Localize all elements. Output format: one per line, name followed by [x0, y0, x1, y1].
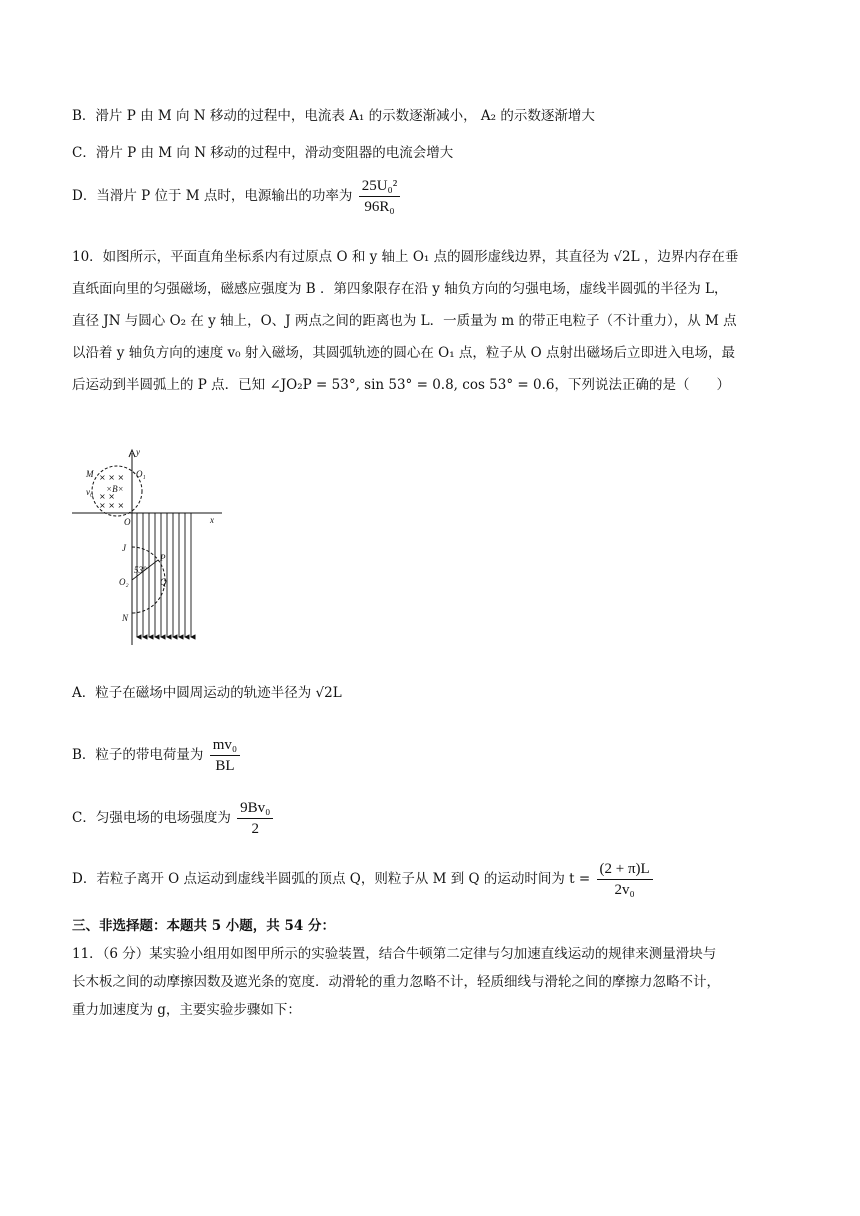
fraction-denominator: 2v₀	[614, 882, 635, 898]
fraction-denominator: 2	[251, 821, 259, 837]
q9-option-c: C．滑片 P 由 M 向 N 移动的过程中，滑动变阻器的电流会增大	[72, 145, 454, 161]
q11-line: 11．（6 分）某实验小组用如图甲所示的实验装置，结合牛顿第二定律与匀加速直线运动的规律来测量滑块与	[72, 946, 717, 962]
label-v0: v₀	[86, 487, 94, 497]
label-p: P	[160, 553, 166, 563]
label-o1: O₁	[136, 469, 146, 479]
q11-line: 重力加速度为 g，主要实验步骤如下：	[72, 1002, 301, 1018]
label-o2: O₂	[119, 577, 129, 587]
q11-line: 长木板之间的动摩擦因数及遮光条的宽度．动滑轮的重力忽略不计，轻质细线与滑轮之间的摩擦力忽略不计，	[72, 974, 720, 990]
section-heading: 三、非选择题：本题共 5 小题，共 54 分：	[72, 918, 335, 934]
label-m: M	[86, 469, 94, 479]
q10-figure	[72, 445, 232, 655]
svg-text:× × ×: × × ×	[99, 473, 125, 482]
q9-option-d	[72, 176, 402, 217]
fraction-denominator: 96R₀	[364, 199, 395, 215]
label-o: O	[124, 517, 131, 527]
q9-option-d-text: D．当滑片 P 位于 M 点时，电源输出的功率为	[72, 188, 353, 204]
q10-option-d-text: D．若粒子离开 O 点运动到虚线半圆弧的顶点 Q，则粒子从 M 到 Q 的运动时间为 t =	[72, 871, 591, 887]
q10-option-d	[72, 859, 655, 900]
electric-field-lines	[137, 513, 191, 637]
label-b: ×B×	[106, 484, 124, 494]
q10-option-b-fraction	[210, 735, 240, 776]
fraction-numerator: 9Bv₀	[237, 798, 273, 819]
q11-stem	[72, 944, 792, 1020]
q10-line: 后运动到半圆弧上的 P 点．已知 ∠JO₂P = 53°, sin 53° = 0.8, cos 53° = 0.6，下列说法正确的是（ ）	[72, 377, 730, 393]
svg-text:× × ×: × × ×	[99, 501, 125, 510]
fraction-numerator: mv₀	[210, 735, 240, 756]
q10-line: 直纸面向里的匀强磁场，磁感应强度为 B ．第四象限存在沿 y 轴负方向的匀强电场，虚线半圆弧的半径为 L，	[72, 281, 728, 297]
q10-option-c-text: C．匀强电场的电场强度为	[72, 810, 231, 826]
fraction-numerator: (2 + π)L	[597, 859, 653, 880]
svg-text:× ×: × ×	[99, 492, 115, 501]
q10-option-d-fraction	[597, 859, 653, 900]
q10-line: 直径 JN 与圆心 O₂ 在 y 轴上，O、J 两点之间的距离也为 L．一质量为 m 的带正电粒子（不计重力），从 M 点	[72, 313, 737, 329]
label-n: N	[122, 613, 129, 623]
q9-option-b: B．滑片 P 由 M 向 N 移动的过程中，电流表 A₁ 的示数逐渐减小， A₂ 的示数逐渐增大	[72, 108, 595, 124]
q10-option-c	[72, 798, 275, 839]
q10-line: 以沿着 y 轴负方向的速度 v₀ 射入磁场，其圆弧轨迹的圆心在 O₁ 点，粒子从 O 点射出磁场后立即进入电场，最	[72, 345, 736, 361]
label-y: y	[136, 447, 140, 457]
q10-line: 10．如图所示，平面直角坐标系内有过原点 O 和 y 轴上 O₁ 点的圆形虚线边界，其直径为 √2L ，边界内存在垂	[72, 249, 739, 265]
q10-option-b	[72, 735, 242, 776]
fraction-numerator: 25U₀²	[359, 176, 401, 197]
label-53: 53°	[134, 565, 147, 575]
label-q: Q	[160, 577, 167, 587]
q10-option-b-text: B．粒子的带电荷量为	[72, 747, 204, 763]
q10-stem	[72, 247, 792, 395]
q10-option-c-fraction	[237, 798, 273, 839]
fraction-denominator: BL	[215, 758, 235, 774]
label-x: x	[210, 515, 214, 525]
q10-option-a: A．粒子在磁场中圆周运动的轨迹半径为 √2L	[72, 685, 342, 701]
q9-option-d-fraction	[359, 176, 401, 217]
label-j: J	[122, 543, 126, 553]
